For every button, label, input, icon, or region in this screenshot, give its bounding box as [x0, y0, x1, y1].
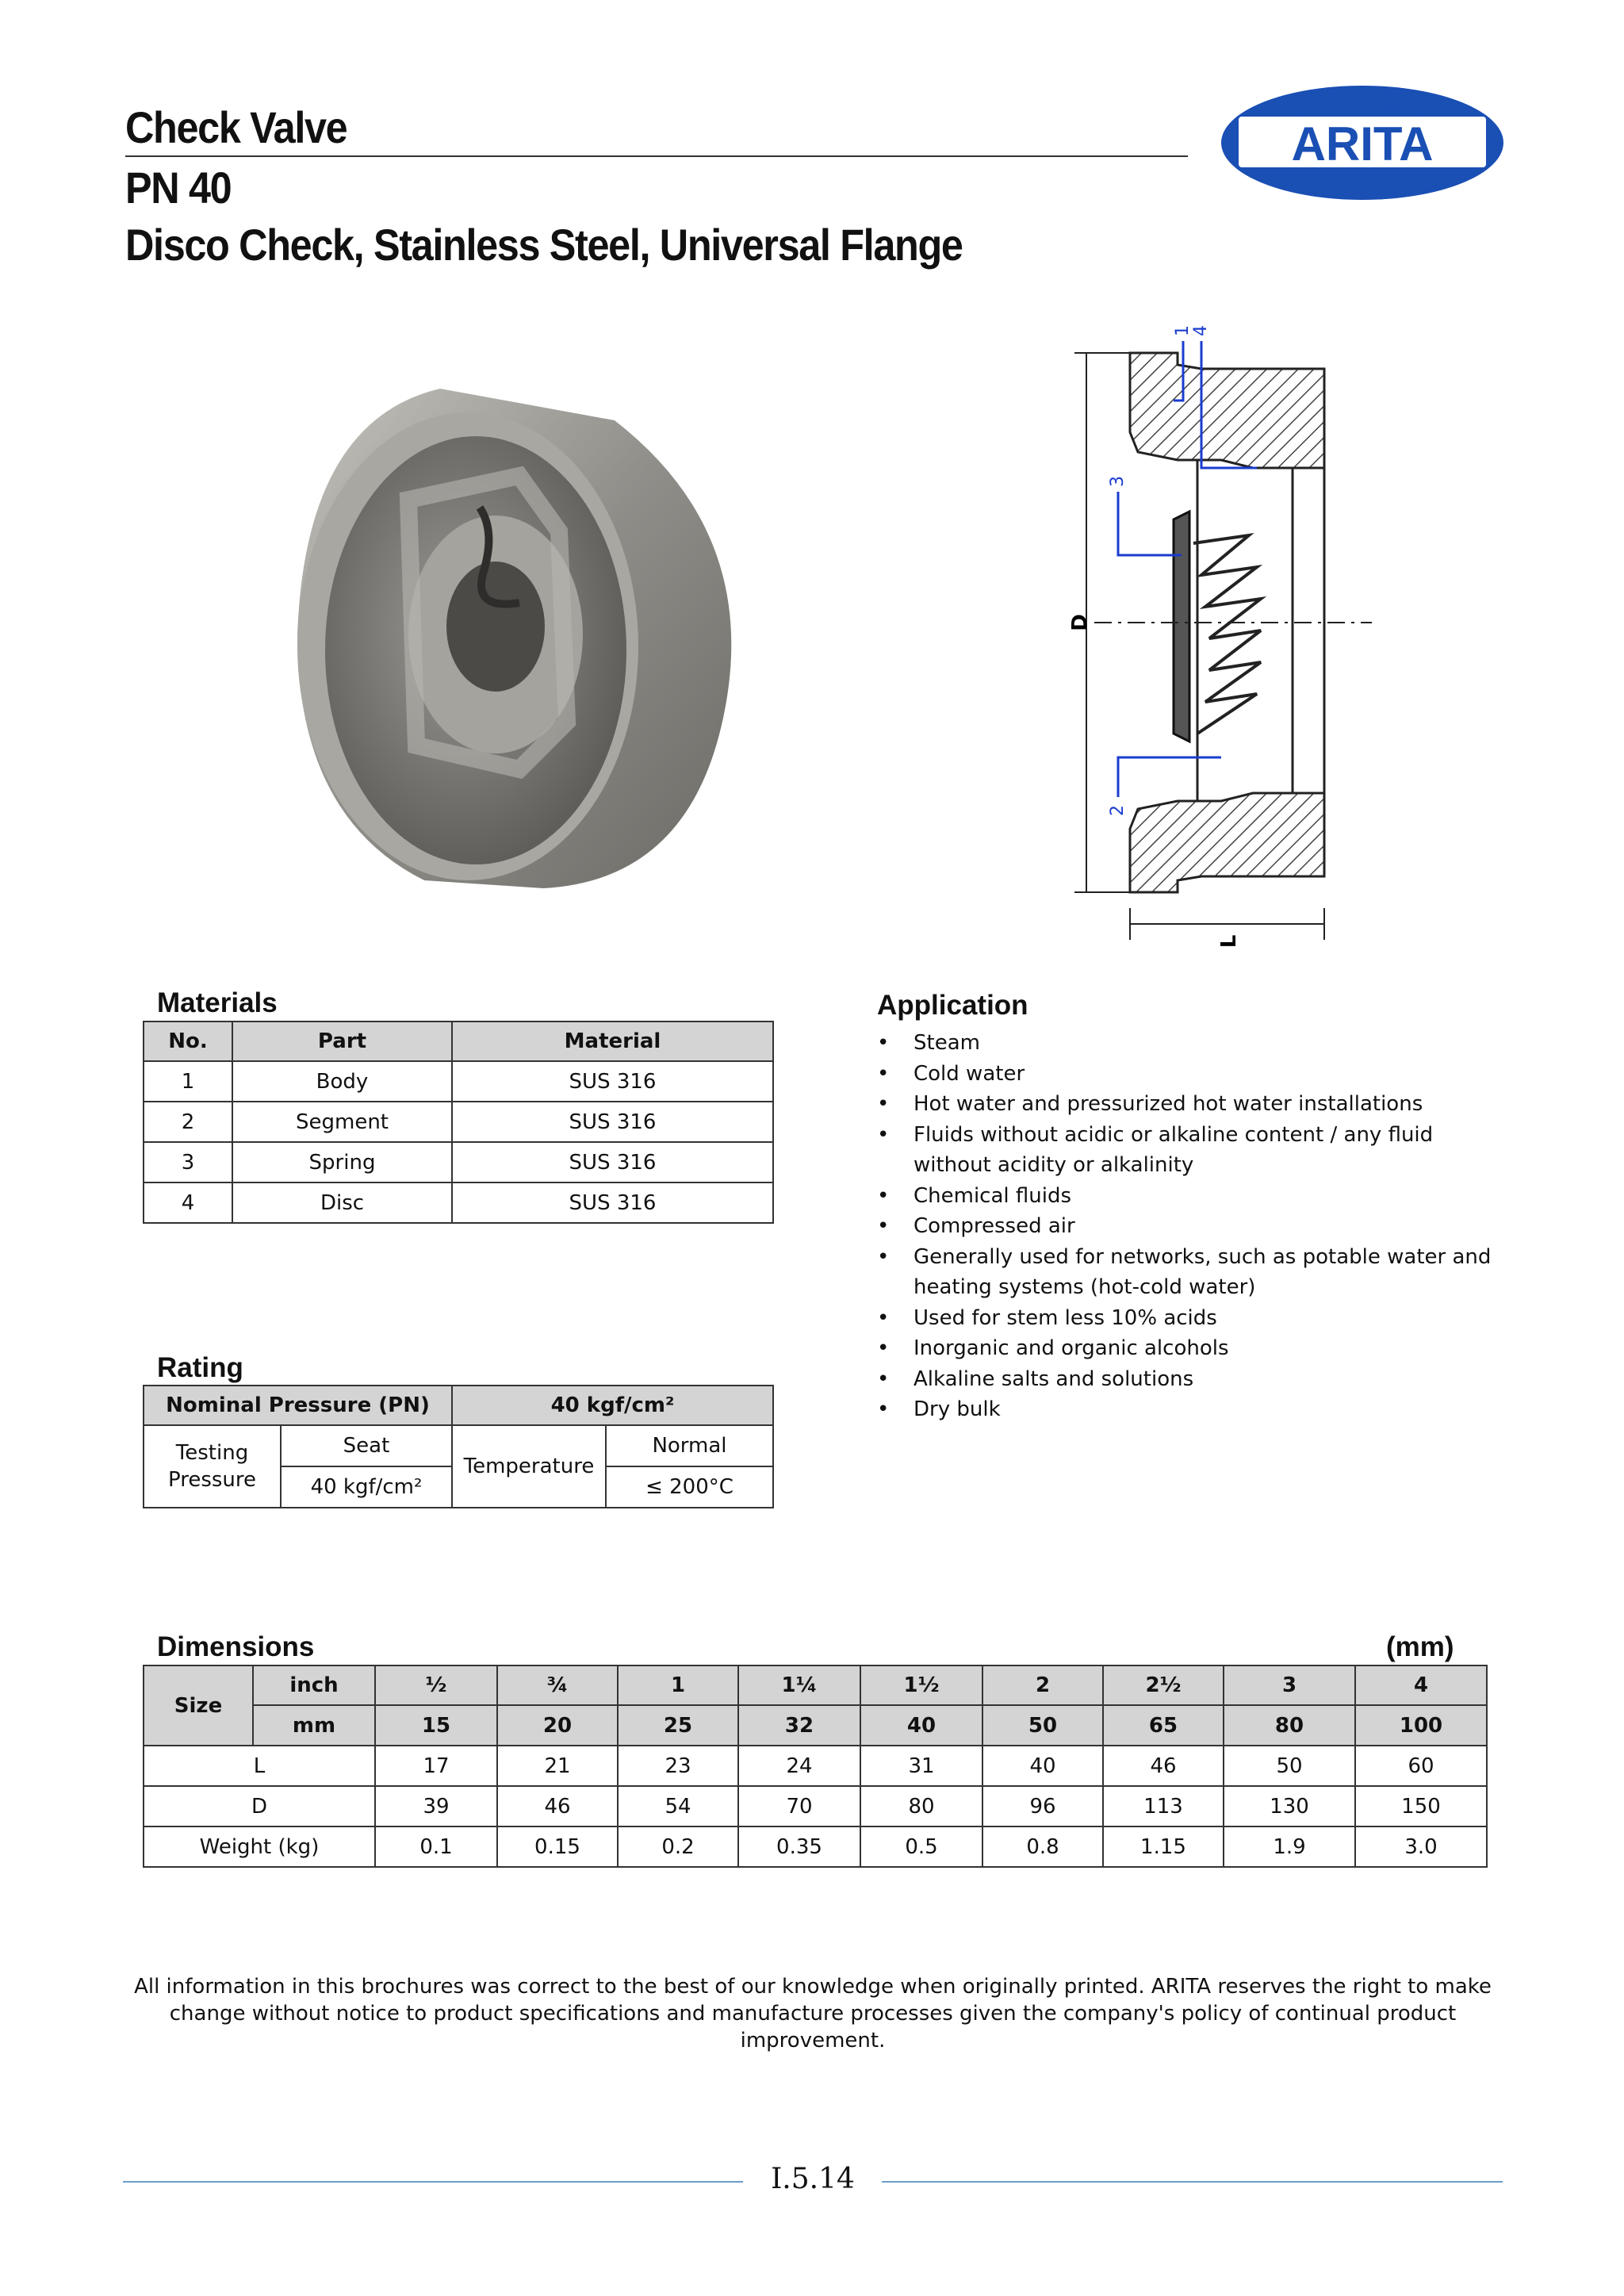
nominal-pressure-value: 40 kgf/cm²	[452, 1386, 773, 1425]
row-label: D	[144, 1786, 375, 1826]
rating-heading: Rating	[157, 1352, 243, 1383]
dimension-value: 31	[860, 1746, 982, 1786]
dimension-value: 23	[618, 1746, 738, 1786]
inch-size: 1¼	[738, 1665, 860, 1705]
dimensions-unit: (mm)	[1386, 1631, 1454, 1662]
callout-2: 2	[1108, 805, 1128, 816]
testing-label-line1: Testing	[175, 1441, 249, 1465]
materials-no: 2	[144, 1102, 232, 1142]
mm-size: 40	[860, 1705, 982, 1746]
dimension-value: 40	[982, 1746, 1103, 1786]
list-item: • Alkaline salts and solutions	[877, 1364, 1503, 1395]
dimension-value: 0.15	[497, 1826, 618, 1867]
list-item: • Used for stem less 10% acids	[877, 1303, 1503, 1334]
materials-part: Segment	[232, 1102, 452, 1142]
list-item: • Chemical fluids	[877, 1181, 1503, 1212]
materials-heading: Materials	[157, 987, 278, 1018]
callout-1: 1	[1173, 325, 1193, 336]
disclaimer-text	[127, 1973, 1499, 2054]
arita-logo	[1220, 83, 1505, 202]
materials-material: SUS 316	[452, 1142, 773, 1182]
materials-no: 1	[144, 1061, 232, 1102]
dimension-l-label: L	[1217, 934, 1241, 949]
dimension-value: 1.15	[1103, 1826, 1224, 1867]
row-label: Weight (kg)	[144, 1826, 375, 1867]
header-divider	[125, 155, 1188, 157]
dimension-value: 0.8	[982, 1826, 1103, 1867]
mm-size: 15	[375, 1705, 497, 1746]
inch-size: 2½	[1103, 1665, 1224, 1705]
table-row	[144, 1102, 773, 1142]
materials-col-no: No.	[144, 1022, 232, 1061]
dimension-value: 0.35	[738, 1826, 860, 1867]
list-item: • Compressed air	[877, 1211, 1503, 1242]
materials-material: SUS 316	[452, 1102, 773, 1142]
dimension-value: 17	[375, 1746, 497, 1786]
inch-size: ½	[375, 1665, 497, 1705]
dimensions-mm-row	[144, 1705, 1487, 1746]
application-list	[877, 1028, 1503, 1425]
dimension-d-label: D	[1068, 614, 1092, 631]
dimensions-heading: Dimensions	[157, 1631, 315, 1662]
dimension-value: 21	[497, 1746, 618, 1786]
materials-no: 4	[144, 1182, 232, 1223]
list-item: • Cold water	[877, 1059, 1503, 1090]
callout-3: 3	[1108, 476, 1128, 487]
dimension-value: 130	[1224, 1786, 1355, 1826]
table-row	[144, 1746, 1487, 1786]
materials-part: Spring	[232, 1142, 452, 1182]
dimension-value: 0.2	[618, 1826, 738, 1867]
inch-size: ¾	[497, 1665, 618, 1705]
application-heading: Application	[877, 990, 1028, 1021]
valve-photo	[282, 373, 753, 912]
dimension-value: 0.1	[375, 1826, 497, 1867]
logo-text: ARITA	[1291, 117, 1434, 171]
dimension-value: 113	[1103, 1786, 1224, 1826]
dimension-value: 150	[1355, 1786, 1487, 1826]
inch-size: 1½	[860, 1665, 982, 1705]
list-item: • Fluids without acidic or alkaline content / any fluid without acidity or alkalinity	[877, 1120, 1503, 1181]
normal-value: ≤ 200°C	[606, 1466, 773, 1508]
dimension-value: 46	[1103, 1746, 1224, 1786]
inch-label: inch	[253, 1665, 375, 1705]
list-item: • Inorganic and organic alcohols	[877, 1333, 1503, 1364]
mm-label: mm	[253, 1705, 375, 1746]
dimensions-inch-row	[144, 1665, 1487, 1705]
table-row	[144, 1786, 1487, 1826]
dimension-value: 60	[1355, 1746, 1487, 1786]
dimension-value: 0.5	[860, 1826, 982, 1867]
materials-col-part: Part	[232, 1022, 452, 1061]
mm-size: 20	[497, 1705, 618, 1746]
dimension-value: 39	[375, 1786, 497, 1826]
temperature-label: Temperature	[452, 1425, 606, 1508]
page-number: I.5.14	[771, 2163, 855, 2195]
normal-label: Normal	[606, 1425, 773, 1466]
table-row	[144, 1826, 1487, 1867]
dimension-value: 3.0	[1355, 1826, 1487, 1867]
footer-rule-right	[882, 2181, 1503, 2183]
inch-size: 4	[1355, 1665, 1487, 1705]
mm-size: 100	[1355, 1705, 1487, 1746]
row-label: L	[144, 1746, 375, 1786]
table-row	[144, 1425, 773, 1466]
materials-header-row	[144, 1022, 773, 1061]
testing-label-line2: Pressure	[167, 1468, 257, 1492]
mm-size: 80	[1224, 1705, 1355, 1746]
table-row	[144, 1061, 773, 1102]
materials-no: 3	[144, 1142, 232, 1182]
title-product: Check Valve	[125, 102, 347, 152]
seat-label: Seat	[281, 1425, 452, 1466]
dimension-value: 24	[738, 1746, 860, 1786]
dimensions-table	[143, 1665, 1488, 1868]
mm-size: 32	[738, 1705, 860, 1746]
list-item: • Hot water and pressurized hot water installations	[877, 1089, 1503, 1120]
table-row	[144, 1142, 773, 1182]
dimension-value: 54	[618, 1786, 738, 1826]
list-item: • Dry bulk	[877, 1394, 1503, 1425]
footer-rule-left	[123, 2181, 743, 2183]
nominal-pressure-label: Nominal Pressure (PN)	[144, 1386, 452, 1425]
table-row	[144, 1182, 773, 1223]
dimension-value: 80	[860, 1786, 982, 1826]
cross-section-drawing	[1063, 321, 1380, 956]
seat-value: 40 kgf/cm²	[281, 1466, 452, 1508]
title-pressure: PN 40	[125, 163, 232, 213]
dimension-value: 46	[497, 1786, 618, 1826]
mm-size: 65	[1103, 1705, 1224, 1746]
callout-4: 4	[1191, 325, 1211, 336]
materials-part: Disc	[232, 1182, 452, 1223]
dimension-value: 50	[1224, 1746, 1355, 1786]
rating-table	[143, 1385, 774, 1508]
disclaimer-line2: change without notice to product specifications and manufacture processes given the company's policy of continual product improvement.	[169, 2002, 1457, 2053]
title-description: Disco Check, Stainless Steel, Universal Flange	[125, 220, 963, 270]
size-label: Size	[144, 1665, 253, 1746]
inch-size: 1	[618, 1665, 738, 1705]
inch-size: 3	[1224, 1665, 1355, 1705]
materials-col-material: Material	[452, 1022, 773, 1061]
dimension-value: 96	[982, 1786, 1103, 1826]
inch-size: 2	[982, 1665, 1103, 1705]
materials-part: Body	[232, 1061, 452, 1102]
list-item: • Generally used for networks, such as potable water and heating systems (hot-cold water)	[877, 1242, 1503, 1303]
materials-material: SUS 316	[452, 1182, 773, 1223]
mm-size: 50	[982, 1705, 1103, 1746]
rating-header-row	[144, 1386, 773, 1425]
mm-size: 25	[618, 1705, 738, 1746]
dimension-value: 1.9	[1224, 1826, 1355, 1867]
materials-material: SUS 316	[452, 1061, 773, 1102]
list-item: • Steam	[877, 1028, 1503, 1059]
disclaimer-line1: All information in this brochures was correct to the best of our knowledge when originally printed. ARITA reserves the right to make	[134, 1975, 1492, 1999]
dimension-value: 70	[738, 1786, 860, 1826]
testing-pressure-label	[144, 1425, 281, 1508]
materials-table	[143, 1021, 774, 1224]
